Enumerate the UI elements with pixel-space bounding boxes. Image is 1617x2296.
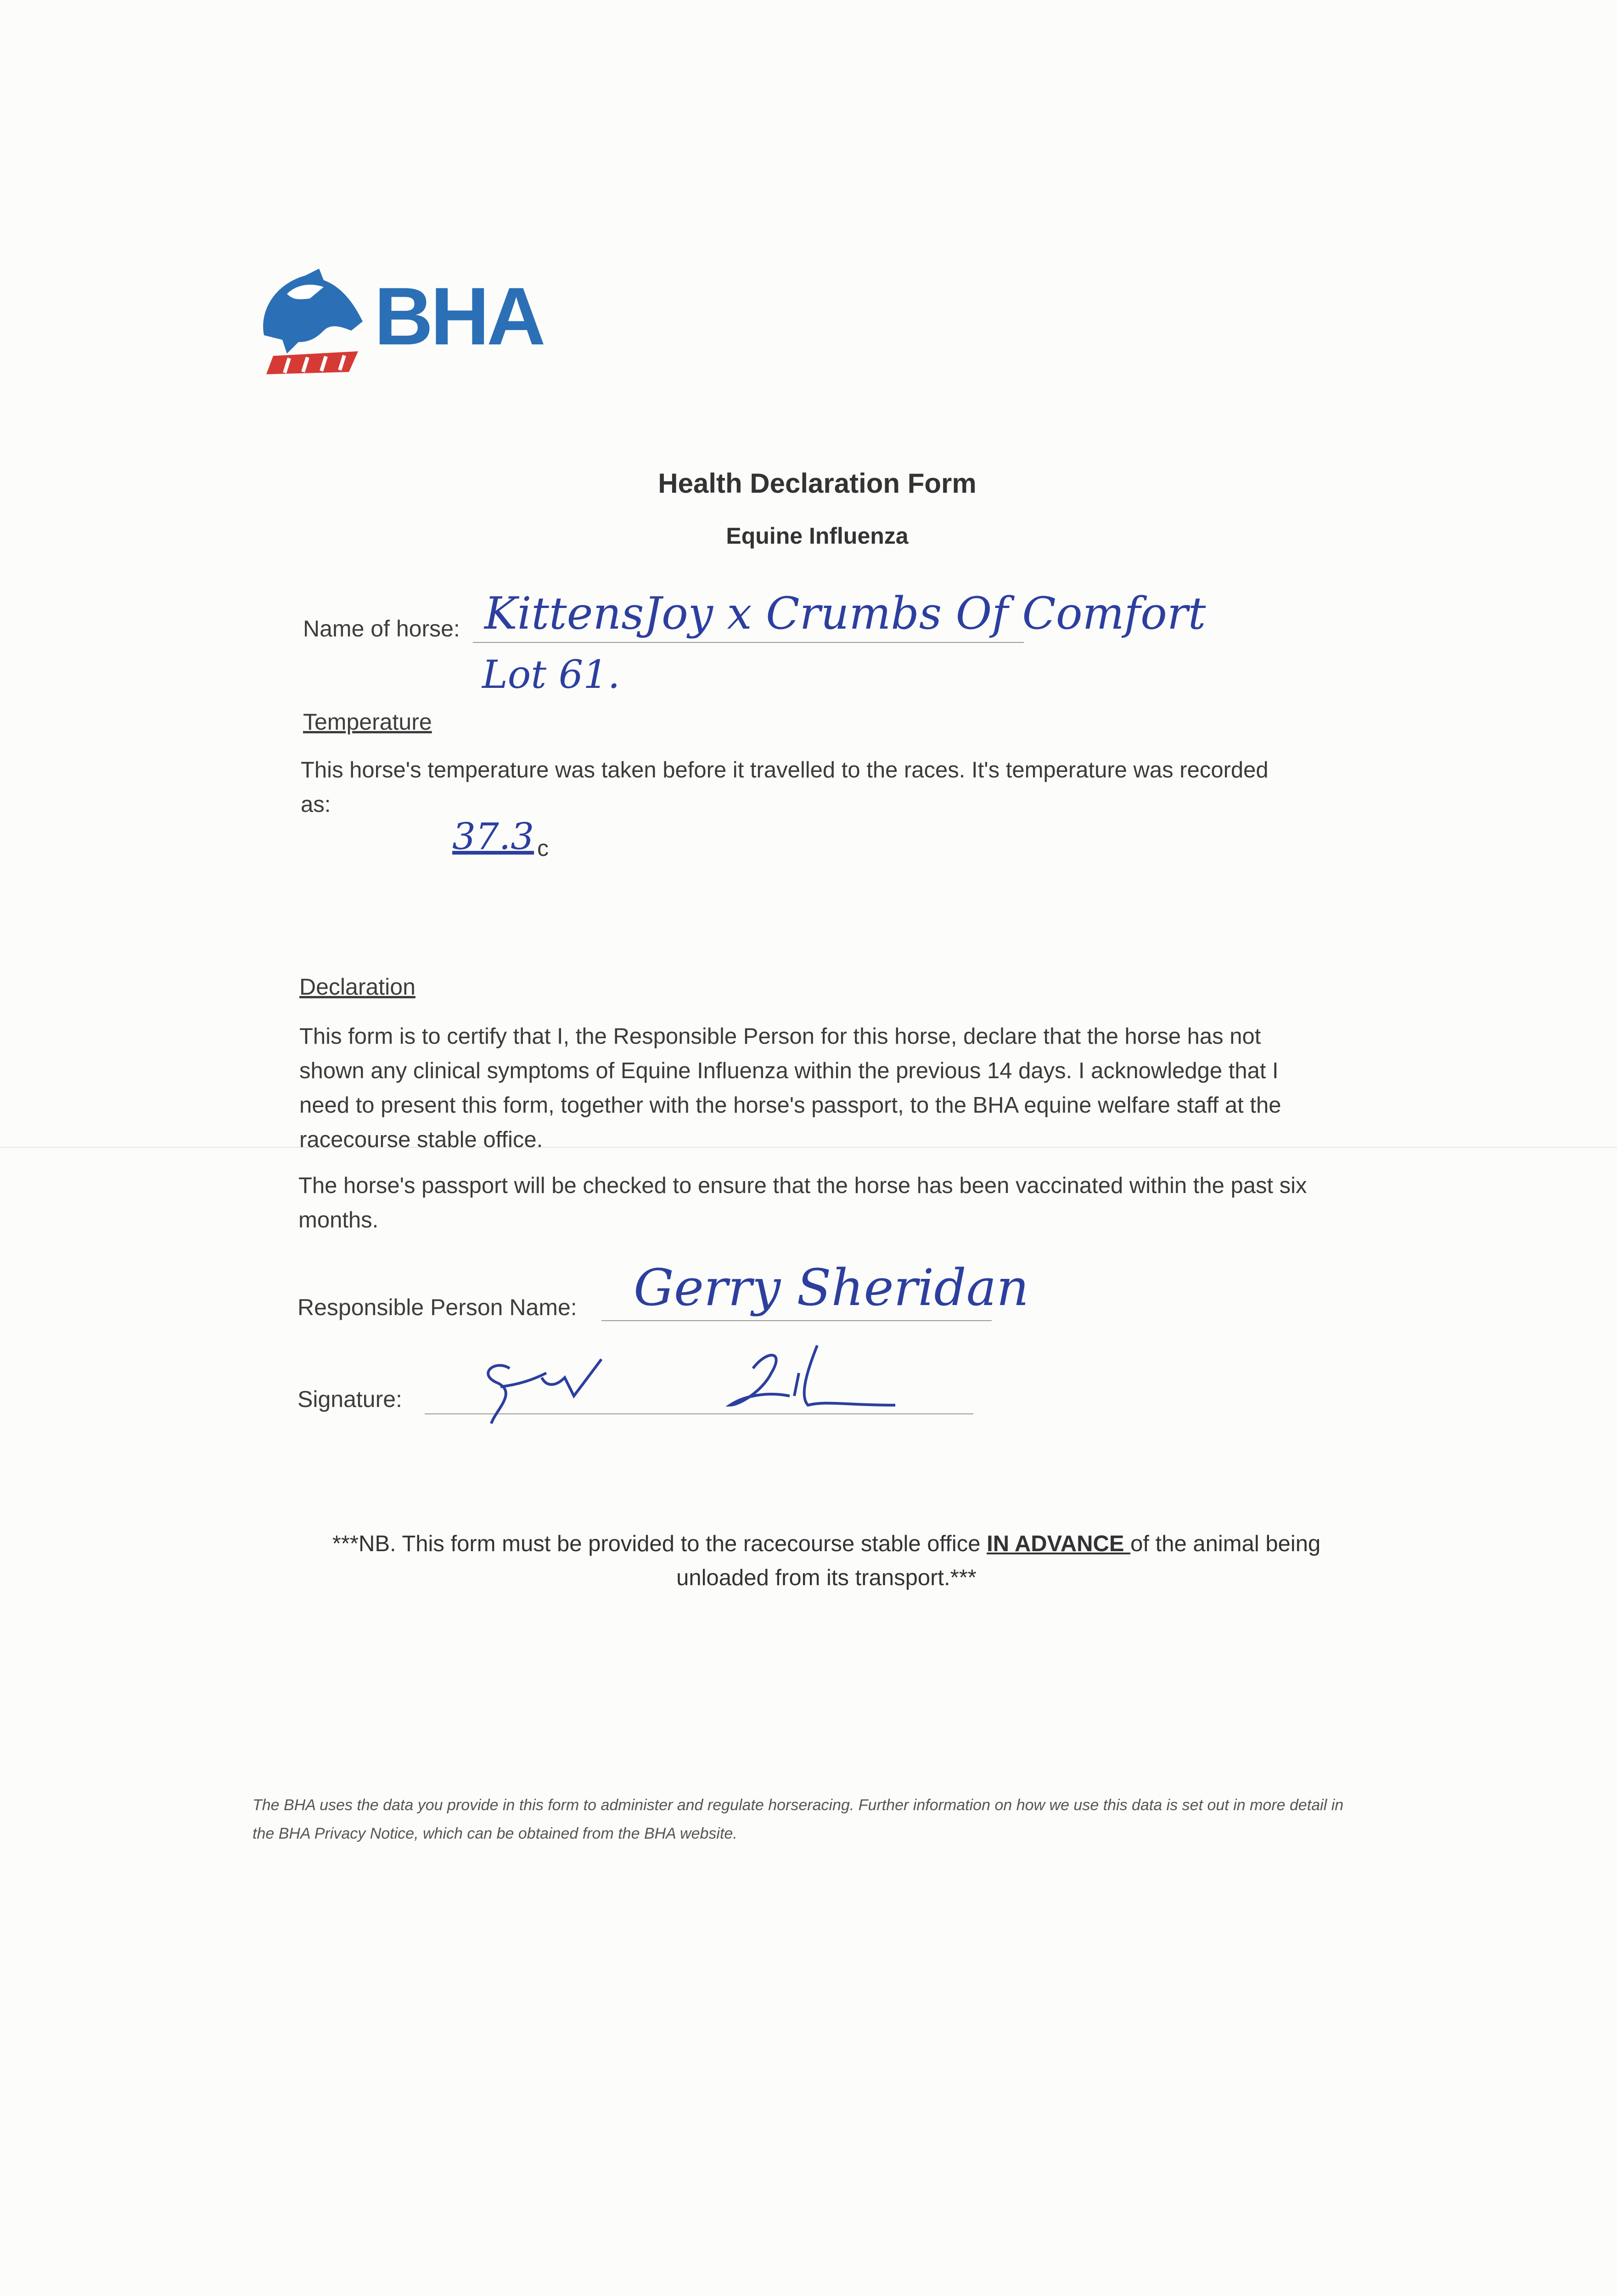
notice-suffix: of the animal being unloaded from its transport.*** xyxy=(676,1531,1321,1590)
temperature-unit: c xyxy=(537,835,549,861)
horse-name-label: Name of horse: xyxy=(303,616,460,642)
advance-notice xyxy=(298,1527,1354,1595)
lot-number: Lot 61. xyxy=(482,652,620,697)
privacy-notice: The BHA uses the data you provide in this form to administer and regulate horseracing. Further information on how we use this data is set out in more detail in the BHA Privacy Notice, which can be obtained from the BHA website. xyxy=(253,1796,1344,1842)
temperature-value: 37.3 xyxy=(452,815,534,858)
responsible-person-label: Responsible Person Name: xyxy=(298,1294,577,1320)
declaration-heading: Declaration xyxy=(299,974,415,1000)
declaration-paragraph-2: The horse's passport will be checked to ensure that the horse has been vaccinated within the past six months. xyxy=(298,1173,1307,1232)
responsible-person-line xyxy=(601,1320,992,1321)
temperature-heading: Temperature xyxy=(303,709,432,735)
signature-label: Signature: xyxy=(298,1386,402,1412)
responsible-person-value: Gerry Sheridan xyxy=(634,1258,1029,1317)
horse-name-line xyxy=(473,642,1024,643)
logo-wordmark: BHA xyxy=(374,270,543,362)
bha-logo xyxy=(255,266,543,377)
form-subtitle: Equine Influenza xyxy=(726,523,909,549)
form-title: Health Declaration Form xyxy=(658,468,977,499)
horse-name-value: KittensJoy x Crumbs Of Comfort xyxy=(484,588,1206,639)
declaration-paragraph-1: This form is to certify that I, the Responsible Person for this horse, declare that the horse has not shown any clinical symptoms of Equine Influenza within the previous 14 days. I acknowledge that I need to present this form, together with the horse's passport, to the BHA equine welfare staff at the racecourse stable office. xyxy=(299,1024,1281,1152)
handwritten-signature xyxy=(468,1341,927,1433)
notice-emphasis: IN ADVANCE xyxy=(987,1531,1131,1556)
horse-head-icon xyxy=(255,266,370,377)
notice-prefix: ***NB. This form must be provided to the racecourse stable office xyxy=(332,1531,987,1556)
temperature-text: This horse's temperature was taken before it travelled to the races. It's temperature was recorded as: xyxy=(301,758,1269,817)
